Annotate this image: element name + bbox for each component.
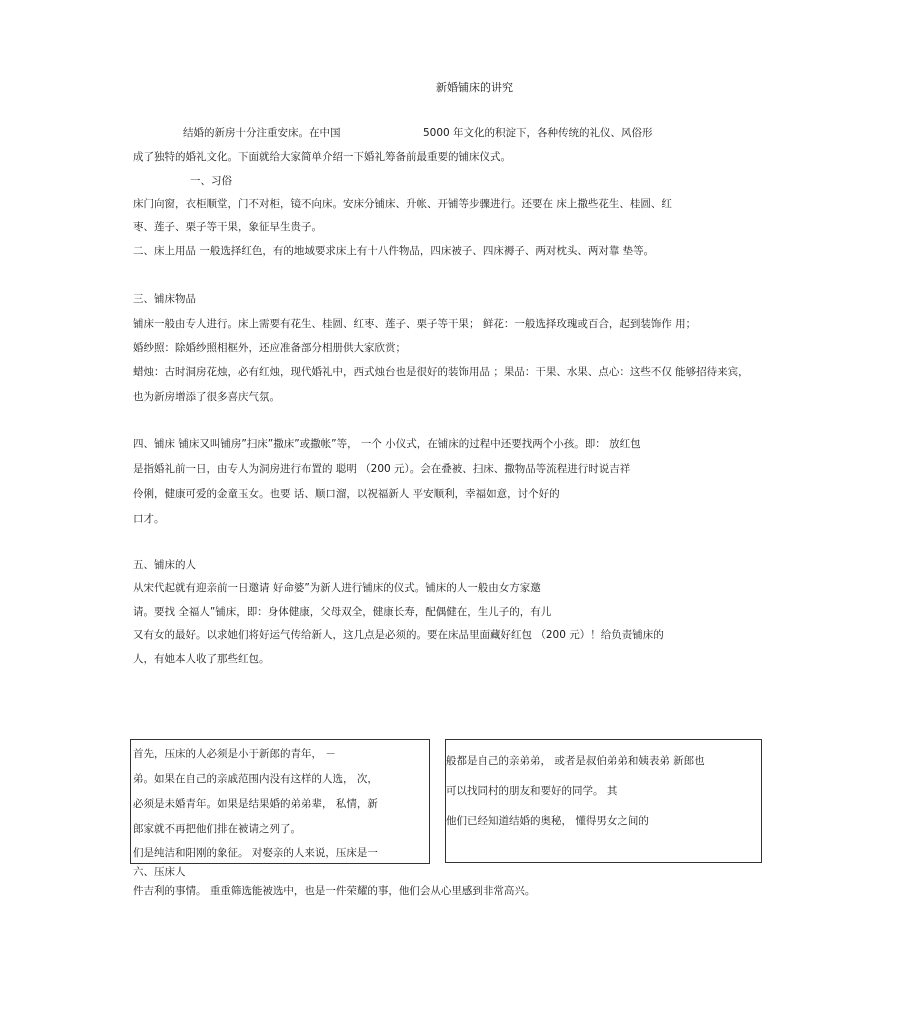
person-line-1: 从宋代起就有迎亲前一日邀请 好命婆”为新人进行铺床的仪式。铺床的人一般由女方家邀 bbox=[133, 582, 541, 594]
items-line-3: 蜡烛：古时洞房花烛，必有红烛，现代婚礼中，西式烛台也是很好的装饰用品 ；果品：干果、水果、点心：这些不仅 能够招待来宾， bbox=[133, 366, 749, 378]
box-right-line-3: 他们已经知道结婚的奥秘， 懂得男女之间的 bbox=[446, 815, 649, 827]
box-left-line-4: 郎家就不再把他们排在被请之列了。 bbox=[133, 823, 301, 835]
box-left-line-5: 们是纯洁和阳刚的象征。 对娶亲的人来说，压床是一 bbox=[133, 847, 378, 859]
customs-line-2: 枣、莲子、栗子等干果，象征早生贵子。 bbox=[133, 221, 322, 233]
items-line-4: 也为新房增添了很多喜庆气氛。 bbox=[133, 391, 280, 403]
ritual-line-1: 四、铺床 铺床又叫铺房”扫床”撒床”或撒帐”等， 一个 小仪式，在铺床的过程中还要找两个小孩。即： 放红包 bbox=[133, 438, 641, 450]
page-title: 新婚铺床的讲究 bbox=[436, 81, 513, 94]
section-heading-press-bed: 六、压床人 bbox=[133, 866, 186, 878]
person-line-2: 请。要找 全福人”铺床，即：身体健康，父母双全，健康长寿，配偶健在，生儿子的，有儿 bbox=[133, 606, 552, 618]
box-left-line-3: 必须是未婚青年。如果是结果婚的弟弟辈， 私情，新 bbox=[133, 798, 378, 810]
items-line-1: 铺床一般由专人进行。床上需要有花生、桂圆、红枣、莲子、栗子等干果； 鲜花：一般选择玫瑰或百合，起到装饰作 用； bbox=[133, 318, 697, 330]
section-heading-person: 五、铺床的人 bbox=[133, 559, 196, 571]
intro-line-2: 成了独特的婚礼文化。下面就给大家简单介绍一下婚礼筹备前最重要的铺床仪式。 bbox=[133, 151, 511, 163]
ritual-line-4: 口才。 bbox=[133, 513, 165, 525]
intro-line-1-cont: 5000 年文化的积淀下，各种传统的礼仪、风俗形 bbox=[423, 127, 653, 139]
customs-line-1: 床门向窗，衣柜顺堂，门不对柜，镜不向床。安床分铺床、升帐、开铺等步骤进行。还要在 床上撒些花生、桂圆、红 bbox=[133, 198, 672, 210]
box-right-line-1: 般都是自己的亲弟弟， 或者是叔伯弟弟和姨表弟 新郎也 bbox=[446, 755, 705, 767]
items-line-2: 婚纱照：除婚纱照相框外，还应准备部分相册供大家欣赏； bbox=[133, 342, 406, 354]
ritual-line-2: 是指婚礼前一日，由专人为洞房进行布置的 聪明 （200 元）。会在叠被、扫床、撒物品等流程进行时说吉祥 bbox=[133, 463, 631, 475]
person-line-3: 又有女的最好。以求她们将好运气传给新人，这几点是必须的。要在床品里面藏好红包 （200 元）！给负责铺床的 bbox=[133, 629, 664, 641]
intro-line-1: 结婚的新房十分注重安床。在中国 bbox=[183, 127, 341, 139]
section-heading-items: 三、铺床物品 bbox=[133, 293, 196, 305]
ritual-line-3: 伶俐，健康可爱的金童玉女。也要 话、顺口溜，以祝福新人 平安顺利，幸福如意，讨个好的 bbox=[133, 488, 560, 500]
section-heading-customs: 一、习俗 bbox=[190, 175, 232, 187]
press-bed-line-1: 件吉利的事情。 重重筛选能被选中，也是一件荣耀的事，他们会从心里感到非常高兴。 bbox=[133, 885, 536, 897]
box-left-line-2: 弟。如果在自己的亲戚范围内没有这样的人选， 次， bbox=[133, 773, 378, 785]
box-left-line-1: 首先，压床的人必须是小于新郎的青年， － bbox=[133, 748, 336, 760]
box-right-line-2: 可以找同村的朋友和要好的同学。 其 bbox=[446, 785, 618, 797]
person-line-4: 人，有她本人收了那些红包。 bbox=[133, 653, 270, 665]
bedding-line-1: 二、床上用品 一般选择红色，有的地域要求床上有十八件物品，四床被子、四床褥子、两对枕头、两对靠 垫等。 bbox=[133, 245, 655, 257]
